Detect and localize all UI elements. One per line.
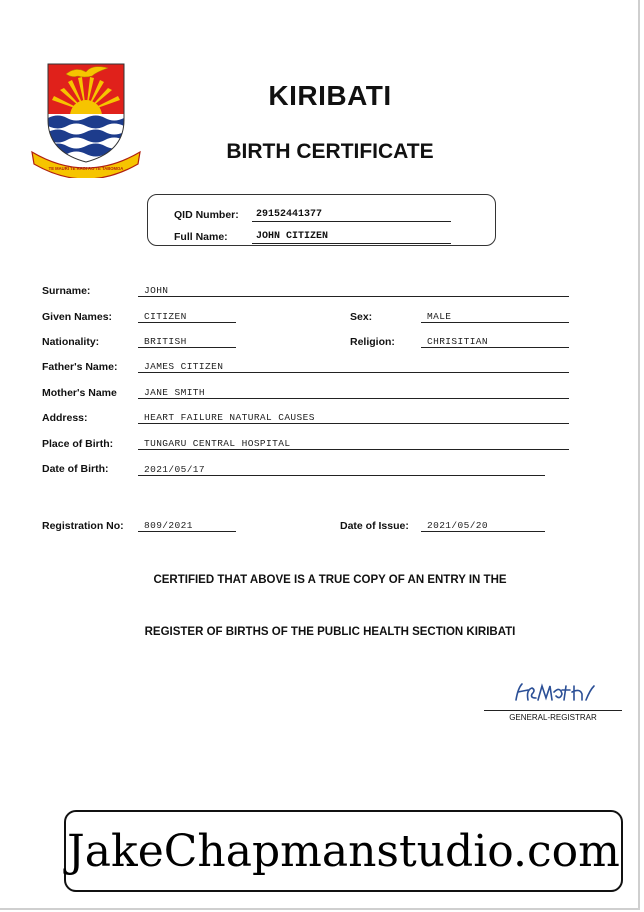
mother-name-label: Mother's Name: [42, 387, 117, 399]
registration-number-label: Registration No:: [42, 520, 124, 532]
full-name-value: JOHN CITIZEN: [252, 230, 451, 244]
given-names-label: Given Names:: [42, 311, 113, 323]
date-of-birth-value: 2021/05/17: [138, 463, 545, 476]
registration-number-value: 809/2021: [138, 519, 236, 532]
father-name-label: Father's Name:: [42, 361, 118, 373]
country-heading: KIRIBATI: [268, 80, 392, 111]
address-label: Address:: [42, 412, 88, 424]
place-of-birth-value: TUNGARU CENTRAL HOSPITAL: [138, 437, 569, 450]
date-of-birth-label: Date of Birth:: [42, 463, 109, 475]
surname-value: JOHN: [138, 284, 569, 297]
date-of-issue-label: Date of Issue:: [340, 520, 409, 532]
given-names-value: CITIZEN: [138, 310, 236, 323]
certification-line-1: CERTIFIED THAT ABOVE IS A TRUE COPY OF AN ENTRY IN THE: [153, 574, 507, 586]
surname-label: Surname:: [42, 285, 91, 297]
qid-number-label: QID Number:: [174, 209, 239, 221]
full-name-label: Full Name:: [174, 231, 228, 243]
certification-line-2: REGISTER OF BIRTHS OF THE PUBLIC HEALTH SECTION KIRIBATI: [144, 626, 516, 638]
father-name-value: JAMES CITIZEN: [138, 360, 569, 373]
nationality-value: BRITISH: [138, 335, 236, 348]
general-registrar-label: GENERAL-REGISTRAR: [509, 713, 597, 722]
qid-box: [147, 194, 496, 246]
qid-number-value: 29152441377: [252, 208, 451, 222]
emblem-motto: TE MAURI TE RAOI AO TE TABOMOA: [48, 166, 124, 171]
signature-line: [484, 710, 622, 711]
religion-value: CHRISITIAN: [421, 335, 569, 348]
watermark-text: JakeChapmanstudio.com: [67, 825, 620, 877]
sex-label: Sex:: [350, 311, 373, 323]
religion-label: Religion:: [350, 336, 395, 348]
date-of-issue-value: 2021/05/20: [421, 519, 545, 532]
watermark-box: [64, 810, 623, 892]
mother-name-value: JANE SMITH: [138, 386, 569, 399]
address-value: HEART FAILURE NATURAL CAUSES: [138, 411, 569, 424]
registrar-signature-icon: [508, 678, 598, 708]
nationality-label: Nationality:: [42, 336, 100, 348]
document-title: BIRTH CERTIFICATE: [226, 140, 434, 163]
place-of-birth-label: Place of Birth:: [42, 438, 114, 450]
sex-value: MALE: [421, 310, 569, 323]
